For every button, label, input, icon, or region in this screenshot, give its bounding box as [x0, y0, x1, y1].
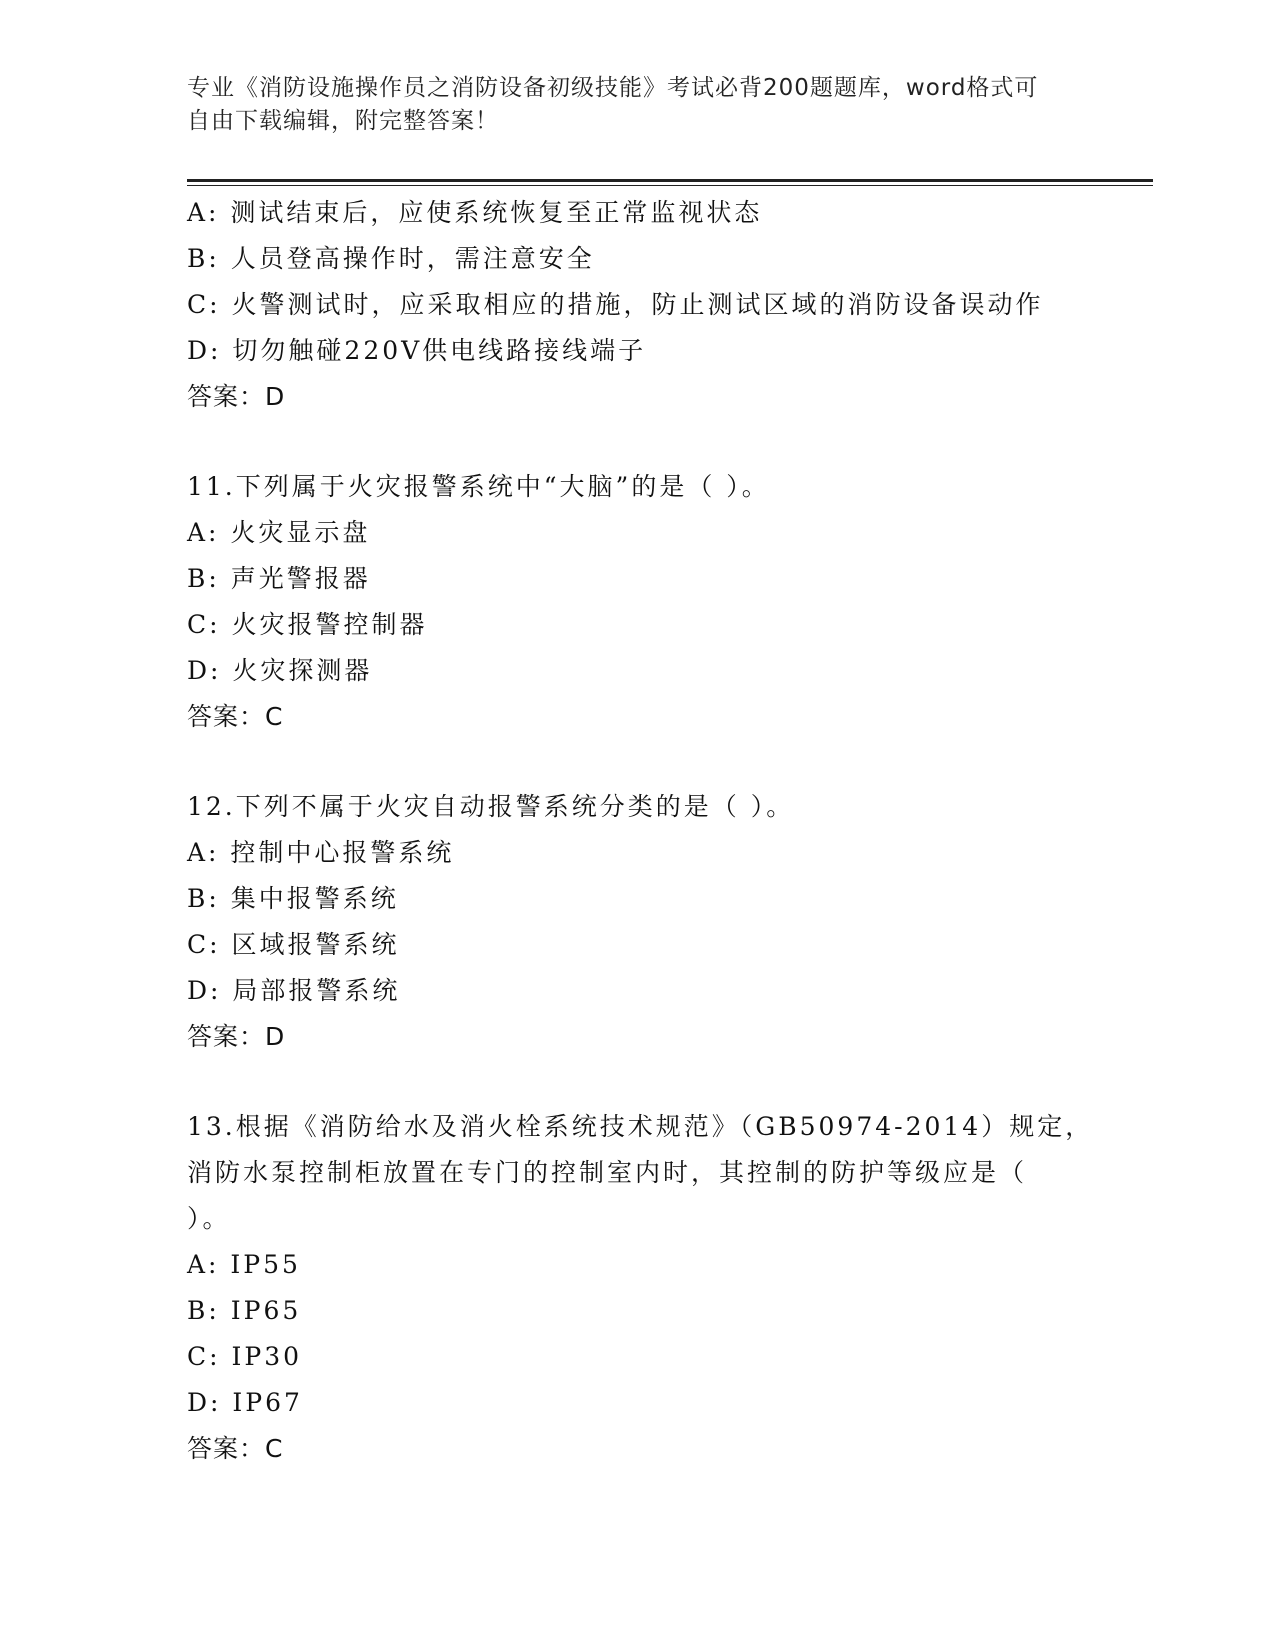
answer: 答案：D [187, 382, 286, 411]
option-c: C: 火灾报警控制器 [187, 610, 428, 639]
header-line-1: 专业《消防设施操作员之消防设备初级技能》考试必背200题题库，word格式可 [187, 75, 1039, 101]
option-c: C: IP30 [187, 1342, 303, 1371]
option-b: B: IP65 [187, 1296, 302, 1325]
option-d: D: 切勿触碰220V供电线路接线端子 [187, 336, 647, 365]
question-stem: 12.下列不属于火灾自动报警系统分类的是（ ）。 [187, 792, 795, 821]
document-header [187, 72, 1087, 138]
header-divider-thick [187, 179, 1153, 182]
answer: 答案：C [187, 702, 284, 731]
option-a: A: IP55 [187, 1250, 301, 1279]
header-line-2: 自由下载编辑，附完整答案！ [187, 108, 499, 134]
option-b: B: 人员登高操作时，需注意安全 [187, 244, 595, 273]
question-stem-line-3: ）。 [187, 1204, 231, 1233]
option-a: A: 测试结束后，应使系统恢复至正常监视状态 [187, 198, 763, 227]
option-d: D: 火灾探测器 [187, 656, 373, 685]
option-c: C: 火警测试时，应采取相应的措施，防止测试区域的消防设备误动作 [187, 290, 1044, 319]
question-stem-line-1: 13.根据《消防给水及消火栓系统技术规范》（GB50974-2014）规定， [187, 1112, 1094, 1141]
option-d: D: 局部报警系统 [187, 976, 401, 1005]
question-stem: 11.下列属于火灾报警系统中“大脑”的是（ ）。 [187, 472, 770, 501]
option-d: D: IP67 [187, 1388, 303, 1417]
answer: 答案：C [187, 1434, 284, 1463]
question-stem-line-2: 消防水泵控制柜放置在专门的控制室内时，其控制的防护等级应是（ [187, 1158, 1028, 1187]
question-11 [187, 464, 1147, 740]
option-b: B: 集中报警系统 [187, 884, 399, 913]
question-12 [187, 784, 1147, 1060]
option-a: A: 控制中心报警系统 [187, 838, 455, 867]
question-list [187, 190, 1147, 1472]
answer: 答案：D [187, 1022, 286, 1051]
spacer [187, 740, 1147, 784]
option-a: A: 火灾显示盘 [187, 518, 371, 547]
spacer [187, 1060, 1147, 1104]
option-c: C: 区域报警系统 [187, 930, 400, 959]
question-10 [187, 190, 1147, 420]
question-13 [187, 1104, 1147, 1472]
spacer [187, 420, 1147, 464]
option-b: B: 声光警报器 [187, 564, 371, 593]
header-divider-thin [187, 185, 1153, 186]
